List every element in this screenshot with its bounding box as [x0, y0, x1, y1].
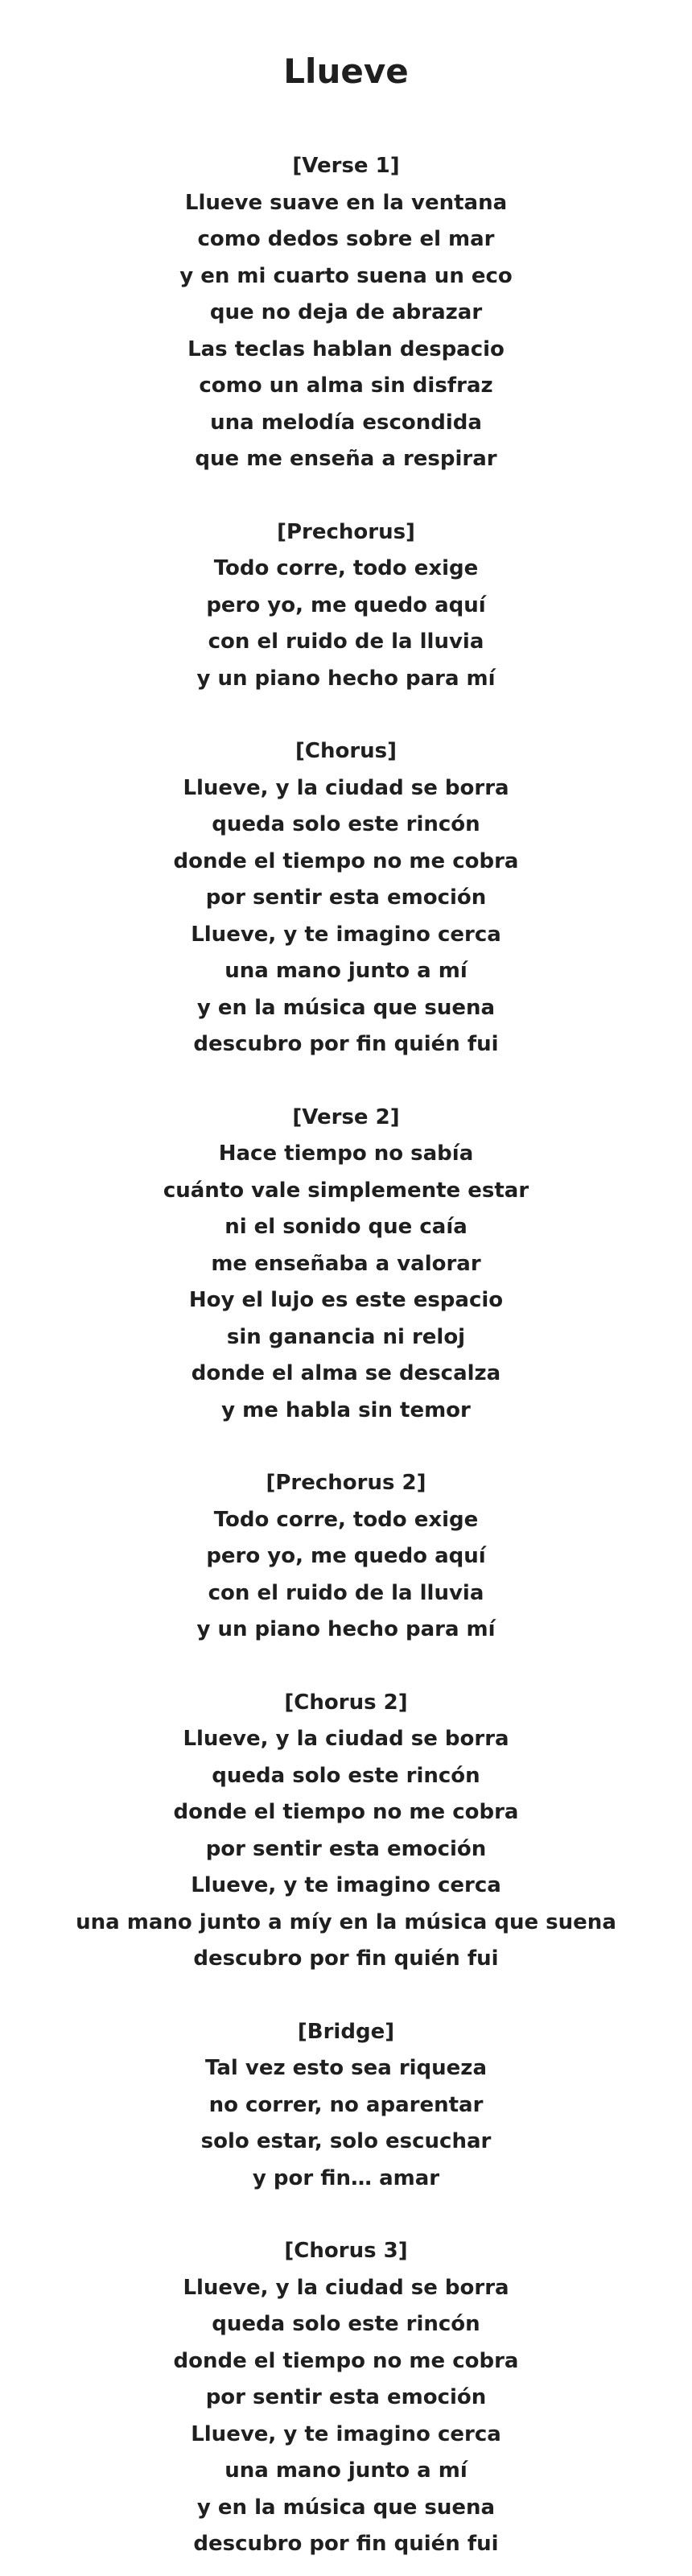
lyric-line: Las teclas hablan despacio [187, 336, 505, 361]
lyric-line: que me enseña a respirar [195, 447, 497, 471]
lyric-line: que no deja de abrazar [209, 300, 483, 324]
section-label: [Prechorus 2] [266, 1471, 426, 1495]
lyric-line: Llueve, y te imagino cerca [191, 922, 501, 947]
lyric-line: queda solo este rincón [212, 1763, 480, 1788]
lyrics-section [0, 733, 692, 1063]
lyric-line: Llueve suave en la ventana [184, 190, 508, 215]
lyric-line: pero yo, me quedo aquí [206, 592, 486, 617]
lyric-line: Hace tiempo no sabía [218, 1141, 474, 1166]
lyric-line: sin ganancia ni reloj [226, 1324, 466, 1349]
lyric-line: Hoy el lujo es este espacio [188, 1288, 504, 1312]
lyrics-section [0, 2233, 692, 2563]
lyric-line: Todo corre, todo exige [213, 556, 479, 580]
lyric-line: una mano junto a mí [224, 959, 468, 983]
lyric-line: Llueve, y la ciudad se borra [183, 775, 509, 800]
lyric-line: solo estar, solo escuchar [200, 2129, 492, 2153]
lyric-line: Llueve, y la ciudad se borra [183, 1727, 509, 1751]
lyric-line: queda solo este rincón [212, 2312, 480, 2336]
lyric-line: me enseñaba a valorar [211, 1251, 481, 1276]
lyric-line: y por fin… amar [252, 2165, 440, 2190]
lyric-line: descubro por fin quién fui [193, 1946, 499, 1971]
lyric-line: queda solo este rincón [212, 812, 480, 836]
lyric-line: y en la música que suena [196, 995, 496, 1020]
lyric-line: Llueve, y te imagino cerca [191, 1873, 501, 1897]
lyric-line: descubro por fin quién fui [193, 1032, 499, 1056]
section-label: [Verse 1] [292, 154, 400, 178]
lyric-line: Todo corre, todo exige [213, 1507, 479, 1532]
lyric-line: Tal vez esto sea riqueza [205, 2056, 487, 2080]
lyrics-section [0, 514, 692, 698]
lyric-line: ni el sonido que caía [224, 1215, 468, 1239]
lyric-line: por sentir esta emoción [205, 1836, 487, 1861]
lyric-line: descubro por fin quién fui [193, 2532, 499, 2556]
section-label: [Chorus] [295, 739, 397, 763]
lyrics-section [0, 148, 692, 478]
lyric-line: y me habla sin temor [221, 1397, 471, 1422]
lyric-line: donde el tiempo no me cobra [173, 1800, 519, 1824]
lyrics-section [0, 2014, 692, 2198]
lyric-line: y un piano hecho para mí [196, 666, 496, 691]
section-label: [Verse 2] [292, 1104, 400, 1129]
section-label: [Bridge] [297, 2019, 395, 2044]
lyric-line: Llueve, y la ciudad se borra [183, 2275, 509, 2300]
lyric-line: una mano junto a míy en la música que suena [76, 1909, 616, 1934]
lyric-line: donde el alma se descalza [191, 1361, 501, 1385]
lyric-line: pero yo, me quedo aquí [206, 1544, 486, 1568]
lyrics-section [0, 1100, 692, 1430]
lyric-line: con el ruido de la lluvia [208, 1580, 484, 1605]
lyric-line: como dedos sobre el mar [197, 227, 495, 251]
lyric-line: y en la música que suena [196, 2495, 496, 2520]
section-label: [Chorus 3] [284, 2239, 408, 2263]
lyric-line: donde el tiempo no me cobra [173, 848, 519, 873]
lyrics-section [0, 1465, 692, 1649]
lyric-line: no correr, no aparentar [208, 2092, 484, 2117]
lyric-line: Llueve, y te imagino cerca [191, 2421, 501, 2446]
lyric-line: por sentir esta emoción [205, 886, 487, 910]
lyrics-body [0, 148, 692, 2563]
lyric-line: por sentir esta emoción [205, 2385, 487, 2409]
lyric-line: con el ruido de la lluvia [208, 630, 484, 654]
lyric-line: una melodía escondida [210, 410, 482, 435]
lyric-line: cuánto vale simplemente estar [163, 1178, 529, 1203]
section-label: [Chorus 2] [284, 1690, 408, 1715]
song-title: Llueve [283, 52, 409, 91]
lyric-line: donde el tiempo no me cobra [173, 2348, 519, 2373]
lyric-line: como un alma sin disfraz [199, 374, 493, 398]
lyrics-section [0, 1685, 692, 1978]
lyric-line: una mano junto a mí [224, 2458, 468, 2483]
lyric-line: y un piano hecho para mí [196, 1617, 496, 1641]
lyric-line: y en mi cuarto suena un eco [179, 263, 513, 288]
section-label: [Prechorus] [277, 519, 415, 544]
